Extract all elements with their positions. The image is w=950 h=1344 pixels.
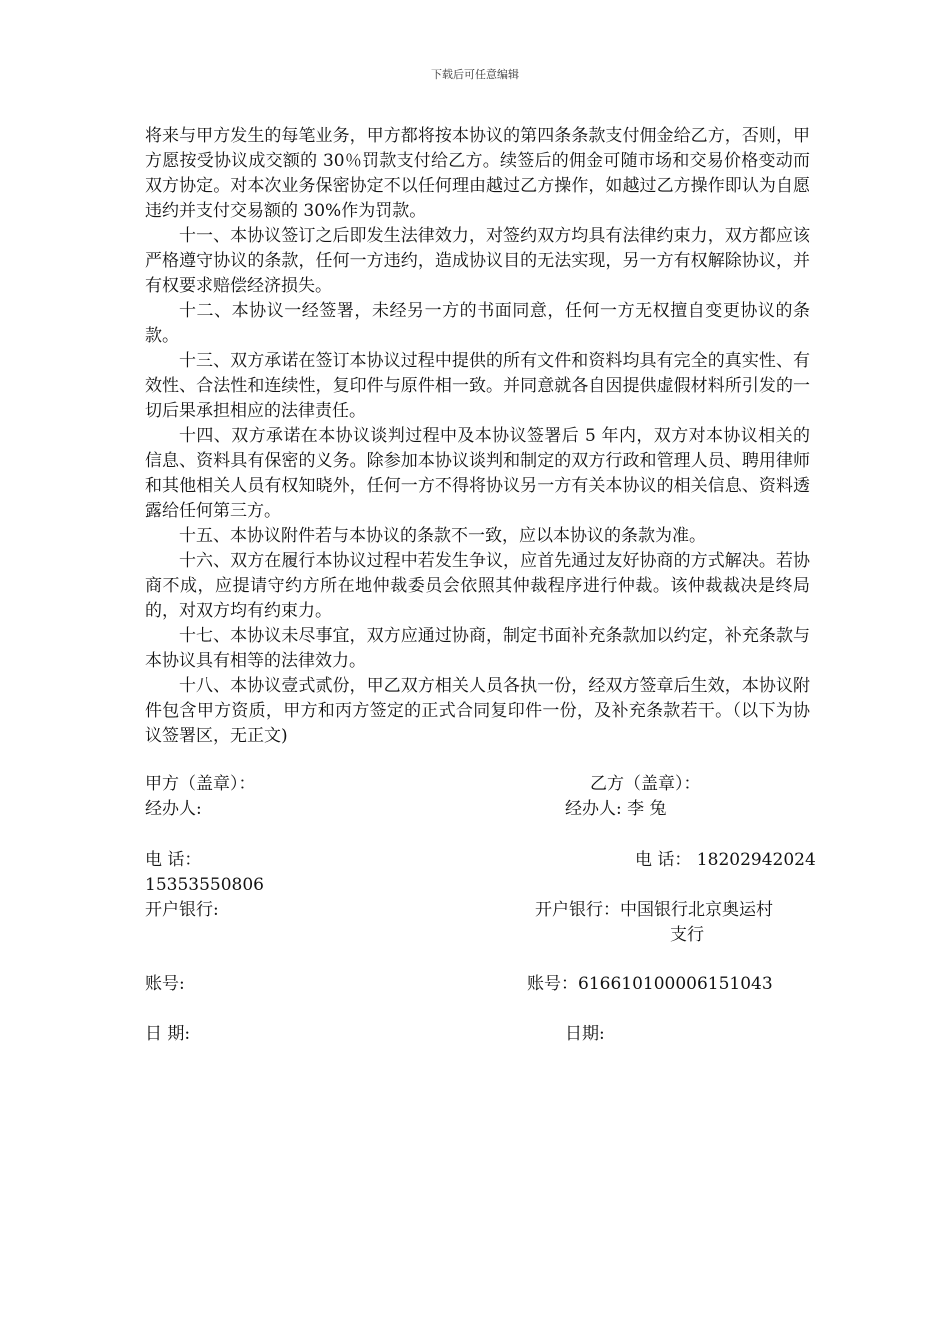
party-b-phone: 电 话： 18202942024 [635, 850, 816, 870]
party-a-date: 日 期: [145, 1024, 191, 1044]
party-a-bank: 开户银行: [145, 900, 219, 920]
clause-17: 十七、本协议未尽事宜，双方应通过协商，制定书面补充条款加以约定，补充条款与本协议具有相等的法律效力。 [145, 626, 810, 671]
party-a-phone-value: 15353550806 [145, 875, 264, 895]
agreement-body [145, 124, 810, 749]
clause-11: 十一、本协议签订之后即发生法律效力，对签约双方均具有法律约束力，双方都应该严格遵守协议的条款，任何一方违约，造成协议目的无法实现，另一方有权解除协议，并有权要求赔偿经济损失。 [145, 226, 810, 296]
party-a-account: 账号: [145, 974, 185, 994]
party-b-bank-line2: 支行 [670, 925, 704, 945]
party-b-account: 账号：616610100006151043 [527, 974, 773, 994]
party-b-handler: 经办人: 李 兔 [565, 799, 667, 819]
clause-12: 十二、本协议一经签署，未经另一方的书面同意，任何一方无权擅自变更协议的条款。 [145, 301, 810, 346]
header-note: 下载后可任意编辑 [431, 68, 519, 81]
clause-13: 十三、双方承诺在签订本协议过程中提供的所有文件和资料均具有完全的真实性、有效性、合法性和连续性，复印件与原件相一致。并同意就各自因提供虚假材料所引发的一切后果承担相应的法律责任。 [145, 351, 810, 421]
clause-15: 十五、本协议附件若与本协议的条款不一致，应以本协议的条款为准。 [179, 526, 706, 546]
party-b-bank-line1: 开户银行：中国银行北京奥运村 [535, 900, 773, 920]
clause-18: 十八、本协议壹式贰份，甲乙双方相关人员各执一份，经双方签章后生效，本协议附件包含甲方资质，甲方和丙方签定的正式合同复印件一份，及补充条款若干。（以下为协议签署区，无正文) [145, 676, 810, 746]
party-a-seal: 甲方（盖章）： [145, 774, 256, 794]
party-a-phone-label: 电 话： [145, 850, 202, 870]
clause-14: 十四、双方承诺在本协议谈判过程中及本协议签署后 5 年内，双方对本协议相关的信息、资料具有保密的义务。除参加本协议谈判和制定的双方行政和管理人员、聘用律师和其他相关人员有权知晓外，任何一方不得将协议另一方有关本协议的相关信息、资料透露给任何第三方。 [145, 426, 810, 521]
party-b-date: 日期: [565, 1024, 605, 1044]
clause-16: 十六、双方在履行本协议过程中若发生争议，应首先通过友好协商的方式解决。若协商不成，应提请守约方所在地仲裁委员会依照其仲裁程序进行仲裁。该仲裁裁决是终局的，对双方均有约束力。 [145, 551, 810, 621]
party-b-seal: 乙方（盖章）： [590, 774, 701, 794]
paragraph-continuation: 将来与甲方发生的每笔业务，甲方都将按本协议的第四条条款支付佣金给乙方，否则，甲方愿按受协议成交额的 30％罚款支付给乙方。续签后的佣金可随市场和交易价格变动而双方协定。对本次业务保密协定不以任何理由越过乙方操作，如越过乙方操作即认为自愿违约并支付交易额的 30%作为罚款。 [145, 126, 810, 221]
party-a-handler: 经办人: [145, 799, 202, 819]
